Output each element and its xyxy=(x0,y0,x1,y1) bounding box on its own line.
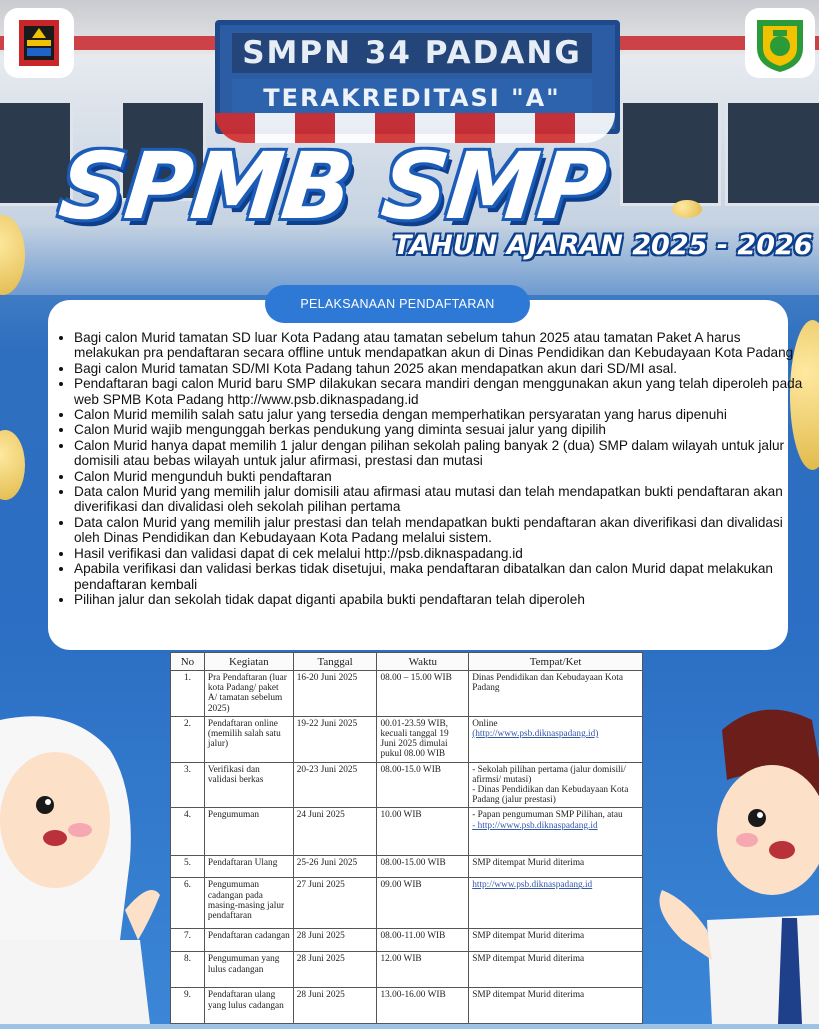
boy-student-illustration xyxy=(652,700,819,1024)
tempat-line: SMP ditempat Murid diterima xyxy=(472,931,585,942)
confetti-decoration xyxy=(672,200,702,218)
cell-no: 2. xyxy=(171,716,205,762)
cell-tanggal: 24 Juni 2025 xyxy=(293,808,377,856)
tempat-line: - Dinas Pendidikan dan Kebudayaan Kota Padang (jalur prestasi) xyxy=(472,785,629,806)
tempat-line: Dinas Pendidikan dan Kebudayaan Kota Padang xyxy=(472,673,623,694)
bullet-item: • Apabila verifikasi dan validasi berkas tidak disetujui, maka pendaftaran dibatalkan dan calon Murid dapat melakukan pendaftaran kembali xyxy=(74,561,804,592)
cell-no: 3. xyxy=(171,762,205,808)
tempat-link[interactable]: (http://www.psb.diknaspadang.id) xyxy=(472,729,599,740)
column-header: Tempat/Ket xyxy=(469,653,643,671)
cell-waktu: 10.00 WIB xyxy=(377,808,469,856)
table-row xyxy=(171,988,643,1024)
cell-no: 9. xyxy=(171,988,205,1024)
cell-tanggal: 27 Juni 2025 xyxy=(293,878,377,929)
column-header: Waktu xyxy=(377,653,469,671)
cell-kegiatan: Pengumuman xyxy=(204,808,293,856)
column-header: Tanggal xyxy=(293,653,377,671)
tempat-line: SMP ditempat Murid diterima xyxy=(472,858,585,869)
cell-waktu: 08.00-15.00 WIB xyxy=(377,856,469,878)
cell-tanggal: 28 Juni 2025 xyxy=(293,929,377,952)
cell-waktu: 08.00 – 15.00 WIB xyxy=(377,671,469,717)
bullet-item: • Bagi calon Murid tamatan SD luar Kota Padang atau tamatan sebelum tahun 2025 atau tamatan Paket A harus melakukan pra pendaftaran secara offline untuk mendapatkan akun di Dinas Pendidikan dan Kebudayaan Kota Padang xyxy=(74,330,804,361)
cell-tempat xyxy=(469,716,643,762)
section-label: PELAKSANAAN PENDAFTARAN xyxy=(265,285,530,323)
tempat-line: - Sekolah pilihan pertama (jalur domisili/ afirmsi/ mutasi) xyxy=(472,764,626,785)
schedule-table xyxy=(170,652,643,1024)
cell-kegiatan: Verifikasi dan validasi berkas xyxy=(204,762,293,808)
cell-tempat xyxy=(469,808,643,856)
cell-waktu: 12.00 WIB xyxy=(377,952,469,988)
tempat-line: SMP ditempat Murid diterima xyxy=(472,990,585,1001)
cell-tanggal: 28 Juni 2025 xyxy=(293,952,377,988)
bullet-item: • Pilihan jalur dan sekolah tidak dapat diganti apabila bukti pendaftaran telah diperoleh xyxy=(74,592,804,607)
tempat-line: SMP ditempat Murid diterima xyxy=(472,954,585,965)
tempat-line: Online xyxy=(472,718,498,729)
table-row xyxy=(171,856,643,878)
accreditation-text: TERAKREDITASI "A" xyxy=(232,79,592,117)
cell-waktu: 13.00-16.00 WIB xyxy=(377,988,469,1024)
cell-tanggal: 19-22 Juni 2025 xyxy=(293,716,377,762)
table-row xyxy=(171,878,643,929)
building-window xyxy=(725,100,819,206)
table-body xyxy=(171,671,643,1024)
cell-tempat xyxy=(469,856,643,878)
cell-no: 8. xyxy=(171,952,205,988)
cell-kegiatan: Pendaftaran ulang yang lulus cadangan xyxy=(204,988,293,1024)
cell-tempat xyxy=(469,952,643,988)
cell-no: 1. xyxy=(171,671,205,717)
column-header: No xyxy=(171,653,205,671)
main-title: SPMB SMP xyxy=(54,133,611,240)
table-row xyxy=(171,929,643,952)
bullet-item: • Calon Murid hanya dapat memilih 1 jalur dengan pilihan sekolah paling banyak 2 (dua) SMP dalam wilayah untuk jalur domisili atau bebas wilayah untuk jalur afirmasi, prestasi dan mutasi xyxy=(74,438,804,469)
bullet-item: • Bagi calon Murid tamatan SD/MI Kota Padang tahun 2025 akan mendapatkan akun dari SD/MI asal. xyxy=(74,361,804,376)
school-emblem-icon xyxy=(745,8,815,78)
cell-no: 5. xyxy=(171,856,205,878)
cell-waktu: 08.00-15.0 WIB xyxy=(377,762,469,808)
table-row xyxy=(171,716,643,762)
column-header: Kegiatan xyxy=(204,653,293,671)
bullet-item: • Pendaftaran bagi calon Murid baru SMP dilakukan secara mandiri dengan menggunakan akun yang telah diperoleh pada web SPMB Kota Padang http://www.psb.diknaspadang.id xyxy=(74,376,804,407)
confetti-decoration xyxy=(0,430,25,500)
bullet-item: • Calon Murid wajib mengunggah berkas pendukung yang diminta sesuai jalur yang dipilih xyxy=(74,422,804,437)
cell-waktu: 09.00 WIB xyxy=(377,878,469,929)
cell-kegiatan: Pendaftaran Ulang xyxy=(204,856,293,878)
table-row xyxy=(171,952,643,988)
girl-student-illustration xyxy=(0,710,165,1024)
cell-tanggal: 25-26 Juni 2025 xyxy=(293,856,377,878)
cell-no: 4. xyxy=(171,808,205,856)
cell-waktu: 00.01-23.59 WIB, kecuali tanggal 19 Juni 2025 dimulai pukul 08.00 WIB xyxy=(377,716,469,762)
schedule-table-wrapper xyxy=(170,652,643,1024)
cell-kegiatan: Pendaftaran cadangan xyxy=(204,929,293,952)
bullet-item: • Hasil verifikasi dan validasi dapat di cek melalui http://psb.diknaspadang.id xyxy=(74,546,804,561)
cell-kegiatan: Pengumuman cadangan pada masing-masing jalur pendaftaran xyxy=(204,878,293,929)
school-name: SMPN 34 PADANG xyxy=(232,33,592,73)
bullet-item: • Calon Murid memilih salah satu jalur yang tersedia dengan memperhatikan persyaratan yang harus dipenuhi xyxy=(74,407,804,422)
cell-waktu: 08.00-11.00 WIB xyxy=(377,929,469,952)
tempat-link[interactable]: - http://www.psb.diknaspadang.id xyxy=(472,820,598,831)
tempat-line: - Papan pengumuman SMP Pilihan, atau xyxy=(472,810,623,821)
cell-tempat xyxy=(469,762,643,808)
cell-tanggal: 16-20 Juni 2025 xyxy=(293,671,377,717)
cell-no: 6. xyxy=(171,878,205,929)
bullet-item: • Data calon Murid yang memilih jalur prestasi dan telah mendapatkan bukti pendaftaran akan diverifikasi dan divalidasi oleh Dinas Pendidikan dan Kebudayaan Kota Padang melalui sistem. xyxy=(74,515,804,546)
padang-emblem-icon xyxy=(4,8,74,78)
bullet-item: • Calon Murid mengunduh bukti pendaftaran xyxy=(74,469,804,484)
building-window xyxy=(620,100,721,206)
cell-tanggal: 28 Juni 2025 xyxy=(293,988,377,1024)
academic-year-subtitle: TAHUN AJARAN 2025 - 2026 xyxy=(393,230,813,261)
cell-tempat xyxy=(469,878,643,929)
cell-tempat xyxy=(469,988,643,1024)
table-row xyxy=(171,808,643,856)
cell-tempat xyxy=(469,929,643,952)
tempat-link[interactable]: http://www.psb.diknaspadang.id xyxy=(472,880,593,891)
cell-tempat xyxy=(469,671,643,717)
table-row xyxy=(171,671,643,717)
cell-kegiatan: Pengumuman yang lulus cadangan xyxy=(204,952,293,988)
table-header-row xyxy=(171,653,643,671)
cell-tanggal: 20-23 Juni 2025 xyxy=(293,762,377,808)
cell-kegiatan: Pra Pendaftaran (luar kota Padang/ paket A/ tamatan sebelum 2025) xyxy=(204,671,293,717)
registration-bullet-list xyxy=(58,330,804,607)
table-row xyxy=(171,762,643,808)
cell-no: 7. xyxy=(171,929,205,952)
cell-kegiatan: Pendaftaran online (memilih salah satu jalur) xyxy=(204,716,293,762)
bullet-item: • Data calon Murid yang memilih jalur domisili atau afirmasi atau mutasi dan telah mendapatkan bukti pendaftaran akan diverifikasi dan divalidasi oleh sekolah pilihan pertama xyxy=(74,484,804,515)
